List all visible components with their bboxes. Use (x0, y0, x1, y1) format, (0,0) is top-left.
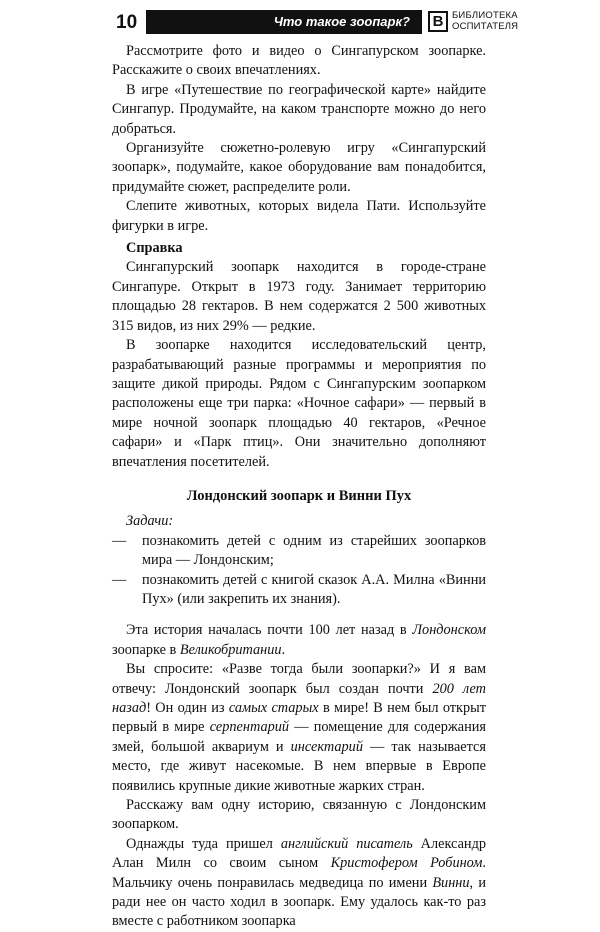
logo-text (452, 10, 518, 32)
reference-paragraph-2: В зоопарке находится исследовательский центр, разрабатывающий разные программы и мероприятия по защите дикой природы. Рядом с Сингапурским зоопарком расположены еще три парка: «Ночное сафари» — первый в мире ночной зоопарк площадью 40 гектаров, «Речное сафари» и «Парк птиц». Они значительно дополняют впечатления посетителей. (112, 337, 486, 470)
task-text: познакомить детей с одним из старейших зоопарков мира — Лондонским; (142, 532, 486, 569)
tasks-label: Задачи: (126, 513, 174, 530)
running-title: Что такое зоопарк? (146, 10, 422, 34)
logo-letter-box: В (428, 11, 448, 32)
logo-line-1: БИБЛИОТЕКА (452, 10, 518, 21)
page-body (112, 42, 486, 932)
reference-heading: Справка (126, 240, 183, 257)
task-item (112, 571, 486, 610)
logo-line-2: ОСПИТАТЕЛЯ (452, 21, 519, 32)
intro-paragraph-3: Организуйте сюжетно-ролевую игру «Сингапурский зоопарк», подумайте, какое оборудование вам понадобится, придумайте сюжет, распределите роли. (112, 140, 486, 195)
section-heading: Лондонский зоопарк и Винни Пух (186, 487, 412, 504)
story-paragraph-3: Расскажу вам одну историю, связанную с Лондонским зоопарком. (112, 797, 486, 833)
page-header (0, 10, 600, 36)
reference-paragraph-1: Сингапурский зоопарк находится в городе-стране Сингапуре. Открыт в 1973 году. Занимает территорию площадью 28 гектаров. В нем содержатся 2 500 животных 315 видов, из них 29% — редкие. (112, 259, 486, 334)
story-paragraph-2: Вы спросите: «Разве тогда были зоопарки?» И я вам отвечу: Лондонский зоопарк был создан почти 200 лет назад! Он один из самых старых в мире! В нем был открыт первый в мире серпентарий — помещение для содержания змей, большой аквариум и инсектарий — так называется место, где живут насекомые. В нем впервые в Европе появились крупные дикие животные жарких стран. (112, 661, 486, 794)
intro-paragraph-2: В игре «Путешествие по географической карте» найдите Сингапур. Продумайте, на каком транспорте можно до него добраться. (112, 81, 486, 137)
task-item (112, 532, 486, 571)
dash: — (112, 532, 127, 549)
task-text: познакомить детей с книгой сказок А.А. Милна «Винни Пух» (или закрепить их знания). (142, 571, 486, 607)
spacer (112, 609, 486, 621)
intro-paragraph-1: Рассмотрите фото и видео о Сингапурском зоопарке. Расскажите о своих впечатлениях. (112, 43, 486, 79)
intro-paragraph-4: Слепите животных, которых видела Пати. Используйте фигурки в игре. (112, 198, 486, 234)
story-paragraph-1: Эта история началась почти 100 лет назад в Лондонском зоопарке в Великобритании. (112, 622, 486, 658)
page-number: 10 (116, 12, 138, 33)
story-paragraph-4: Однажды туда пришел английский писатель Александр Алан Милн со своим сыном Кристофером Робином. Мальчику очень понравилась медведица по имени Винни, и ради нее он часто ходил в зоопарк. Ему удалось как-то раз вместе с работником зоопарка (112, 835, 486, 930)
dash: — (112, 571, 127, 588)
